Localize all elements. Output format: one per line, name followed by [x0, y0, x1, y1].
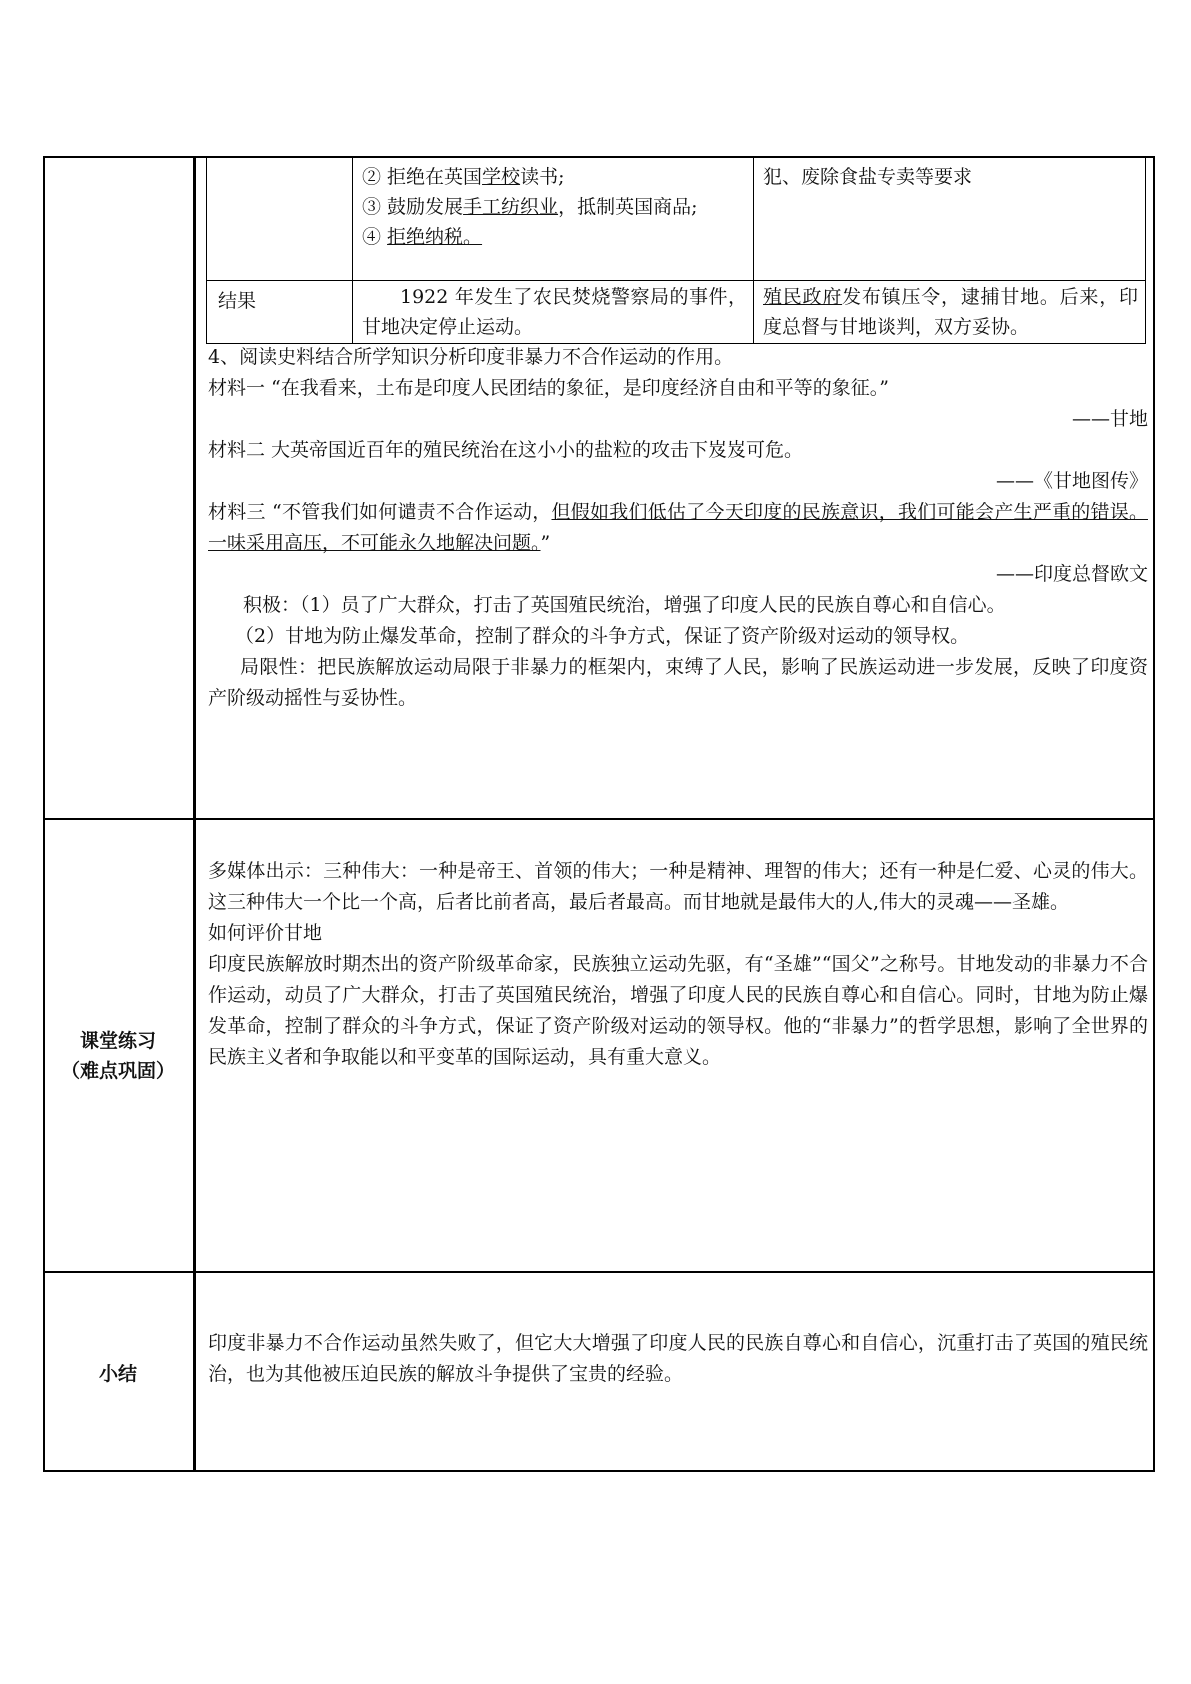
- practice-label: [43, 1026, 193, 1086]
- inner-cell-methods: [362, 162, 747, 252]
- row-divider-1: [43, 818, 1155, 820]
- summary-paragraph: 印度非暴力不合作运动虽然失败了，但它大大增强了印度人民的民族自尊心和自信心，沉重打击了英国的殖民统治，也为其他被压迫民族的解放斗争提供了宝贵的经验。: [208, 1332, 1148, 1385]
- practice-paragraph-1: 多媒体出示：三种伟大：一种是帝王、首领的伟大；一种是精神、理智的伟大；还有一种是仁爱、心灵的伟大。这三种伟大一个比一个高，后者比前者高，最后者最高。而甘地就是最伟大的人,伟大的灵魂——圣雄。: [208, 860, 1148, 913]
- section-summary: [208, 1328, 1148, 1390]
- material-2-source: ——《甘地图传》: [995, 470, 1148, 492]
- method-line-2: ② 拒绝在英国学校读书;: [362, 166, 565, 188]
- summary-label: 小结: [98, 1363, 137, 1385]
- inner-cell-result-outcome: 殖民政府发布镇压令，逮捕甘地。后来，印度总督与甘地谈判，双方妥协。: [763, 286, 1138, 338]
- inner-cell-demands: 犯、废除食盐专卖等要求: [763, 166, 973, 188]
- inner-cell-result-label: 结果: [218, 290, 257, 312]
- table-right-border: [1153, 156, 1155, 1472]
- positive-effect-1: 积极：（1）员了广大群众，打击了英国殖民统治，增强了印度人民的民族自尊心和自信心。: [243, 594, 1006, 616]
- inner-table: [206, 158, 1146, 344]
- practice-label-line2: （难点巩固）: [60, 1060, 175, 1082]
- table-bottom-border: [43, 1470, 1155, 1472]
- inner-cell-result-event: 1922 年发生了农民焚烧警察局的事件，甘地决定停止运动。: [362, 286, 747, 338]
- lesson-plan-table: [43, 156, 1155, 1472]
- limitation: 局限性：把民族解放运动局限于非暴力的框架内，束缚了人民，影响了民族运动进一步发展，反映了印度资产阶级动摇性与妥协性。: [208, 656, 1148, 709]
- question-4: 4、阅读史料结合所学知识分析印度非暴力不合作运动的作用。: [208, 346, 734, 368]
- material-3: 材料三 “不管我们如何谴责不合作运动，但假如我们低估了今天印度的民族意识，我们可能会产生严重的错误。一味采用高压，不可能永久地解决问题。”: [208, 501, 1148, 554]
- material-1-source: ——甘地: [1071, 408, 1148, 430]
- row-divider-2: [43, 1271, 1155, 1273]
- material-1: 材料一 “在我看来，土布是印度人民团结的象征，是印度经济自由和平等的象征。”: [208, 377, 889, 399]
- practice-label-line1: 课堂练习: [79, 1030, 156, 1052]
- section-practice: [208, 856, 1148, 1073]
- method-line-3: ③ 鼓励发展手工纺织业，抵制英国商品;: [362, 196, 698, 218]
- table-left-border: [43, 156, 45, 1472]
- method-line-4: ④ 拒绝纳税。: [362, 226, 483, 248]
- label-column-divider: [193, 156, 196, 1472]
- practice-paragraph-2: 印度民族解放时期杰出的资产阶级革命家，民族独立运动先驱，有“圣雄”“国父”之称号。甘地发动的非暴力不合作运动，动员了广大群众，打击了英国殖民统治，增强了印度人民的民族自尊心和自信心。同时，甘地为防止爆发革命，控制了群众的斗争方式，保证了资产阶级对运动的领导权。他的“非暴力”的哲学思想，影响了全世界的民族主义者和争取能以和平变革的国际运动，具有重大意义。: [208, 953, 1148, 1068]
- section-analysis: [208, 342, 1148, 714]
- material-3-source: ——印度总督欧文: [995, 563, 1148, 585]
- positive-effect-2: （2）甘地为防止爆发革命，控制了群众的斗争方式，保证了资产阶级对运动的领导权。: [235, 625, 970, 647]
- material-2: 材料二 大英帝国近百年的殖民统治在这小小的盐粒的攻击下岌岌可危。: [208, 439, 804, 461]
- practice-question: 如何评价甘地: [208, 922, 323, 944]
